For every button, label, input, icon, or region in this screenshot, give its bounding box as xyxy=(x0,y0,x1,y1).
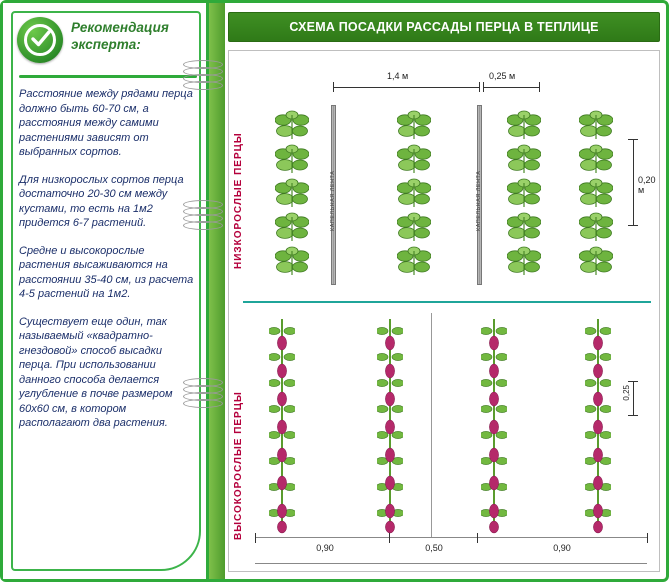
page-title: Рекомендация эксперта: xyxy=(71,20,169,52)
pepper-plant-high xyxy=(269,315,295,537)
diagram-header xyxy=(228,12,660,42)
dimension-line-1-4m xyxy=(333,87,479,88)
section-label-low: НИЗКОРОСЛЫЕ ПЕРЦЫ xyxy=(233,132,244,270)
pepper-plant-low xyxy=(579,143,613,177)
pepper-plant-low xyxy=(579,245,613,279)
pepper-plant-low xyxy=(275,177,309,211)
dimension-tick xyxy=(255,533,256,543)
check-circle-icon xyxy=(17,17,63,63)
section-label-high: ВЫСОКОРОСЛЫЕ ПЕРЦЫ xyxy=(233,391,244,541)
binder-coil-icon xyxy=(183,378,229,388)
pepper-plant-low xyxy=(397,245,431,279)
pepper-plant-low xyxy=(507,177,541,211)
dimension-tick xyxy=(647,533,648,543)
pepper-plant-high xyxy=(481,315,507,537)
dimension-label-0-90-left: 0,90 xyxy=(316,543,334,553)
dimension-label-0-90-right: 0,90 xyxy=(553,543,571,553)
check-mark-icon xyxy=(28,26,54,52)
recommendation-panel xyxy=(3,3,209,579)
dimension-label-0-50: 0,50 xyxy=(425,543,443,553)
planting-scheme xyxy=(228,50,660,572)
dimension-label-0-20m: 0,20 м xyxy=(638,175,656,195)
dimension-tick xyxy=(389,533,390,543)
pepper-plant-low xyxy=(579,109,613,143)
pepper-plant-low xyxy=(397,211,431,245)
drip-tape-label-2: КАПЕЛЬНАЯ ЛЕНТА xyxy=(476,170,482,231)
dimension-tick xyxy=(628,225,638,226)
pepper-plant-low xyxy=(507,109,541,143)
pepper-plant-low xyxy=(397,109,431,143)
pepper-plant-high xyxy=(377,315,403,537)
pepper-plant-low xyxy=(579,211,613,245)
pepper-plant-low xyxy=(275,143,309,177)
dimension-label-0-25m: 0,25 м xyxy=(489,71,516,81)
diagram-area xyxy=(228,6,663,576)
pepper-plant-high xyxy=(585,315,611,537)
paragraph-3: Средне и высокорослые растения высаживаются на расстоянии 35-40 см, из расчета 4-5 растений на 1м2. xyxy=(19,244,194,300)
dimension-label-1-4m: 1,4 м xyxy=(387,71,409,81)
dimension-tick xyxy=(477,533,478,543)
dimension-tick xyxy=(333,82,334,92)
drip-tape-label-1: КАПЕЛЬНАЯ ЛЕНТА xyxy=(330,170,336,231)
dimension-tick xyxy=(628,415,638,416)
pepper-plant-low xyxy=(507,245,541,279)
paragraph-4: Существует еще один, так называемый «квадратно-гнездовой» способ высадки перца. При использовании данного способа делается углубление в почве размером 60х60 см, в котором располагают два растения. xyxy=(19,315,173,429)
pepper-plant-low xyxy=(397,177,431,211)
binder-coil-icon xyxy=(183,200,229,210)
dimension-tick xyxy=(483,82,484,92)
dimension-label-0-25: 0,25 xyxy=(622,385,631,401)
pepper-plant-low xyxy=(275,245,309,279)
pepper-plant-low xyxy=(397,143,431,177)
binder-coil-icon xyxy=(183,60,229,70)
recommendation-text xyxy=(19,87,195,444)
pepper-plant-low xyxy=(275,211,309,245)
title-divider xyxy=(19,75,197,78)
paragraph-2: Для низкорослых сортов перца достаточно 20-30 см между кустами, то есть на 1м2 придется 6-7 растений. xyxy=(19,173,184,229)
bottom-dimension-rule xyxy=(255,537,647,538)
section-divider xyxy=(243,301,651,303)
pepper-plant-low xyxy=(579,177,613,211)
dimension-tick xyxy=(479,82,480,92)
dimension-tick xyxy=(628,381,638,382)
diagram-header-label: СХЕМА ПОСАДКИ РАССАДЫ ПЕРЦА В ТЕПЛИЦЕ xyxy=(289,20,599,34)
dimension-tick xyxy=(628,139,638,140)
dimension-line-0-25m xyxy=(483,87,539,88)
dimension-tick xyxy=(539,82,540,92)
bottom-baseline xyxy=(255,563,647,564)
pepper-plant-low xyxy=(507,143,541,177)
dimension-line-0-20m xyxy=(633,139,634,225)
paragraph-1: Расстояние между рядами перца должно быть 60-70 см, а расстояния между самими растениями зависят от выбранных сортов. xyxy=(19,88,193,158)
pepper-plant-low xyxy=(507,211,541,245)
row-separator-line xyxy=(431,313,432,537)
pepper-plant-low xyxy=(275,109,309,143)
dimension-line-0-25 xyxy=(633,381,634,415)
